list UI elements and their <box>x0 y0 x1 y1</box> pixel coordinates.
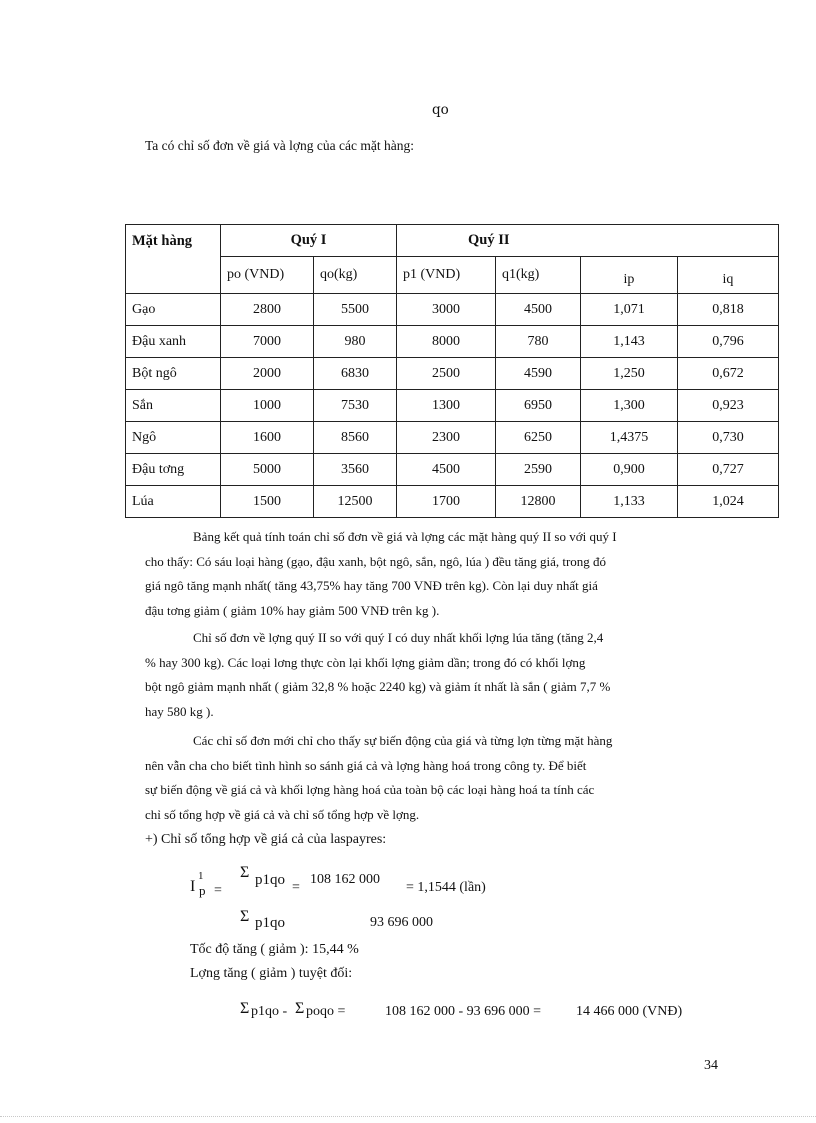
paragraph-price-analysis <box>145 525 723 623</box>
cell-po: 1600 <box>221 422 314 454</box>
cell-item-name: Sắn <box>126 390 221 422</box>
absolute-term-1: p1qo - <box>251 1004 288 1019</box>
paragraph-line: sự biến động về giá cả và khối lợng hàng hoá của toàn bộ các loại hàng hoá ta tính các <box>145 782 595 797</box>
cell-po: 1000 <box>221 390 314 422</box>
col-header-iq: iq <box>678 257 779 294</box>
paragraph-line: Bảng kết quả tính toán chỉ số đơn về giá và lợng các mặt hàng quý II so với quý I <box>193 529 617 544</box>
paragraph-line: cho thấy: Có sáu loại hàng (gạo, đậu xanh, bột ngô, sắn, ngô, lúa ) đều tăng giá, trong đó <box>145 553 607 569</box>
sigma-icon: Σ <box>295 1000 305 1017</box>
paragraph-line: nên vẫn cha cho biết tình hình so sánh giá cả và lợng hàng hoá trong công ty. Để biết <box>145 757 587 773</box>
col-group-empty <box>581 225 779 257</box>
paragraph-line: bột ngô giảm mạnh nhất ( giảm 32,8 % hoặc 2240 kg) và giảm ít nhất là sắn ( giảm 7,7 % <box>145 679 611 694</box>
absolute-term-2: poqo = <box>306 1004 346 1019</box>
cell-p1: 3000 <box>397 294 496 326</box>
index-subscript: p <box>199 883 206 898</box>
laspeyres-heading: +) Chỉ số tổng hợp về giá cả của laspayres: <box>145 832 387 847</box>
table-header-row <box>126 225 779 257</box>
price-quantity-table <box>125 224 779 518</box>
sigma-icon: Σ <box>240 1000 250 1017</box>
cell-item-name: Lúa <box>126 486 221 518</box>
cell-p1: 2500 <box>397 358 496 390</box>
sigma-icon: Σ <box>240 864 250 881</box>
paragraph-line: hay 580 kg ). <box>145 703 214 719</box>
page-bottom-divider <box>0 1116 816 1117</box>
cell-item-name: Gạo <box>126 294 221 326</box>
col-header-p1: p1 (VND) <box>397 257 496 294</box>
index-superscript: 1 <box>198 870 204 882</box>
cell-ip: 1,143 <box>581 326 678 358</box>
cell-iq: 0,672 <box>678 358 779 390</box>
table-row <box>126 454 779 486</box>
intro-text: Ta có chỉ số đơn về giá và lợng của các mặt hàng: <box>145 138 414 153</box>
cell-q1: 4590 <box>496 358 581 390</box>
cell-q1: 12800 <box>496 486 581 518</box>
cell-q1: 4500 <box>496 294 581 326</box>
cell-qo: 8560 <box>314 422 397 454</box>
cell-iq: 0,796 <box>678 326 779 358</box>
col-header-qo: qo(kg) <box>314 257 397 294</box>
cell-po: 2800 <box>221 294 314 326</box>
cell-qo: 980 <box>314 326 397 358</box>
paragraph-line: giá ngô tăng mạnh nhất( tăng 43,75% hay tăng 700 VNĐ trên kg). Còn lại duy nhất giá <box>145 578 598 593</box>
cell-p1: 4500 <box>397 454 496 486</box>
header-fragment: qo <box>432 102 449 118</box>
cell-q1: 780 <box>496 326 581 358</box>
absolute-change-formula <box>240 1000 710 1024</box>
paragraph-line: % hay 300 kg). Các loại lơng thực còn lại khối lợng giảm dần; trong đó có khối lợng <box>145 654 586 670</box>
table-row <box>126 358 779 390</box>
index-symbol: I <box>190 878 196 895</box>
cell-qo: 5500 <box>314 294 397 326</box>
equals-sign: = <box>214 883 222 898</box>
cell-ip: 0,900 <box>581 454 678 486</box>
paragraph-line: Chỉ số đơn về lợng quý II so với quý I có duy nhất khối lợng lúa tăng (tăng 2,4 <box>193 630 604 645</box>
cell-q1: 6950 <box>496 390 581 422</box>
cell-po: 2000 <box>221 358 314 390</box>
sigma-icon: Σ <box>240 908 250 925</box>
col-group-quarter-2: Quý II <box>397 225 581 257</box>
cell-item-name: Bột ngô <box>126 358 221 390</box>
table-row <box>126 390 779 422</box>
paragraph-aggregate-intro <box>145 729 723 827</box>
numerator-equals: = <box>292 880 300 895</box>
cell-item-name: Đậu tơng <box>126 454 221 486</box>
numerator-term: p1qo <box>255 872 285 888</box>
cell-po: 7000 <box>221 326 314 358</box>
table-subheader-row <box>126 257 779 294</box>
page-number: 34 <box>704 1058 718 1073</box>
cell-item-name: Đậu xanh <box>126 326 221 358</box>
cell-ip: 1,250 <box>581 358 678 390</box>
absolute-change-label: Lợng tăng ( giảm ) tuyệt đối: <box>190 966 353 981</box>
cell-po: 5000 <box>221 454 314 486</box>
cell-p1: 1300 <box>397 390 496 422</box>
cell-p1: 2300 <box>397 422 496 454</box>
paragraph-line: Các chỉ số đơn mới chỉ cho thấy sự biến động của giá và từng lợn từng mặt hàng <box>193 733 613 748</box>
paragraph-line: chỉ số tổng hợp về giá cả và chỉ số tổng hợp về lợng. <box>145 806 420 822</box>
cell-iq: 0,727 <box>678 454 779 486</box>
paragraph-line: đậu tơng giảm ( giảm 10% hay giảm 500 VNĐ trên kg ). <box>145 602 440 618</box>
cell-ip: 1,4375 <box>581 422 678 454</box>
laspeyres-index-formula <box>190 866 530 936</box>
cell-ip: 1,071 <box>581 294 678 326</box>
table-row <box>126 326 779 358</box>
cell-item-name: Ngô <box>126 422 221 454</box>
table-row <box>126 294 779 326</box>
index-result: = 1,1544 (lần) <box>406 880 486 895</box>
cell-q1: 2590 <box>496 454 581 486</box>
absolute-calculation: 108 162 000 - 93 696 000 = <box>385 1004 542 1019</box>
col-group-quarter-1: Quý I <box>221 225 397 257</box>
table-row <box>126 422 779 454</box>
col-header-q1: q1(kg) <box>496 257 581 294</box>
cell-iq: 1,024 <box>678 486 779 518</box>
denominator-value: 93 696 000 <box>370 915 433 930</box>
cell-ip: 1,300 <box>581 390 678 422</box>
cell-ip: 1,133 <box>581 486 678 518</box>
cell-iq: 0,923 <box>678 390 779 422</box>
cell-iq: 0,818 <box>678 294 779 326</box>
cell-po: 1500 <box>221 486 314 518</box>
col-header-item: Mặt hàng <box>126 225 221 294</box>
absolute-result: 14 466 000 (VNĐ) <box>576 1004 683 1019</box>
table-body <box>126 294 779 518</box>
cell-qo: 12500 <box>314 486 397 518</box>
cell-iq: 0,730 <box>678 422 779 454</box>
col-header-ip: ip <box>581 257 678 294</box>
cell-qo: 3560 <box>314 454 397 486</box>
table-row <box>126 486 779 518</box>
denominator-term: p1qo <box>255 915 285 931</box>
cell-p1: 1700 <box>397 486 496 518</box>
cell-qo: 7530 <box>314 390 397 422</box>
cell-p1: 8000 <box>397 326 496 358</box>
cell-qo: 6830 <box>314 358 397 390</box>
numerator-value: 108 162 000 <box>310 872 380 887</box>
cell-q1: 6250 <box>496 422 581 454</box>
paragraph-quantity-analysis <box>145 626 723 724</box>
growth-rate: Tốc độ tăng ( giảm ): 15,44 % <box>190 942 359 957</box>
col-header-po: po (VND) <box>221 257 314 294</box>
